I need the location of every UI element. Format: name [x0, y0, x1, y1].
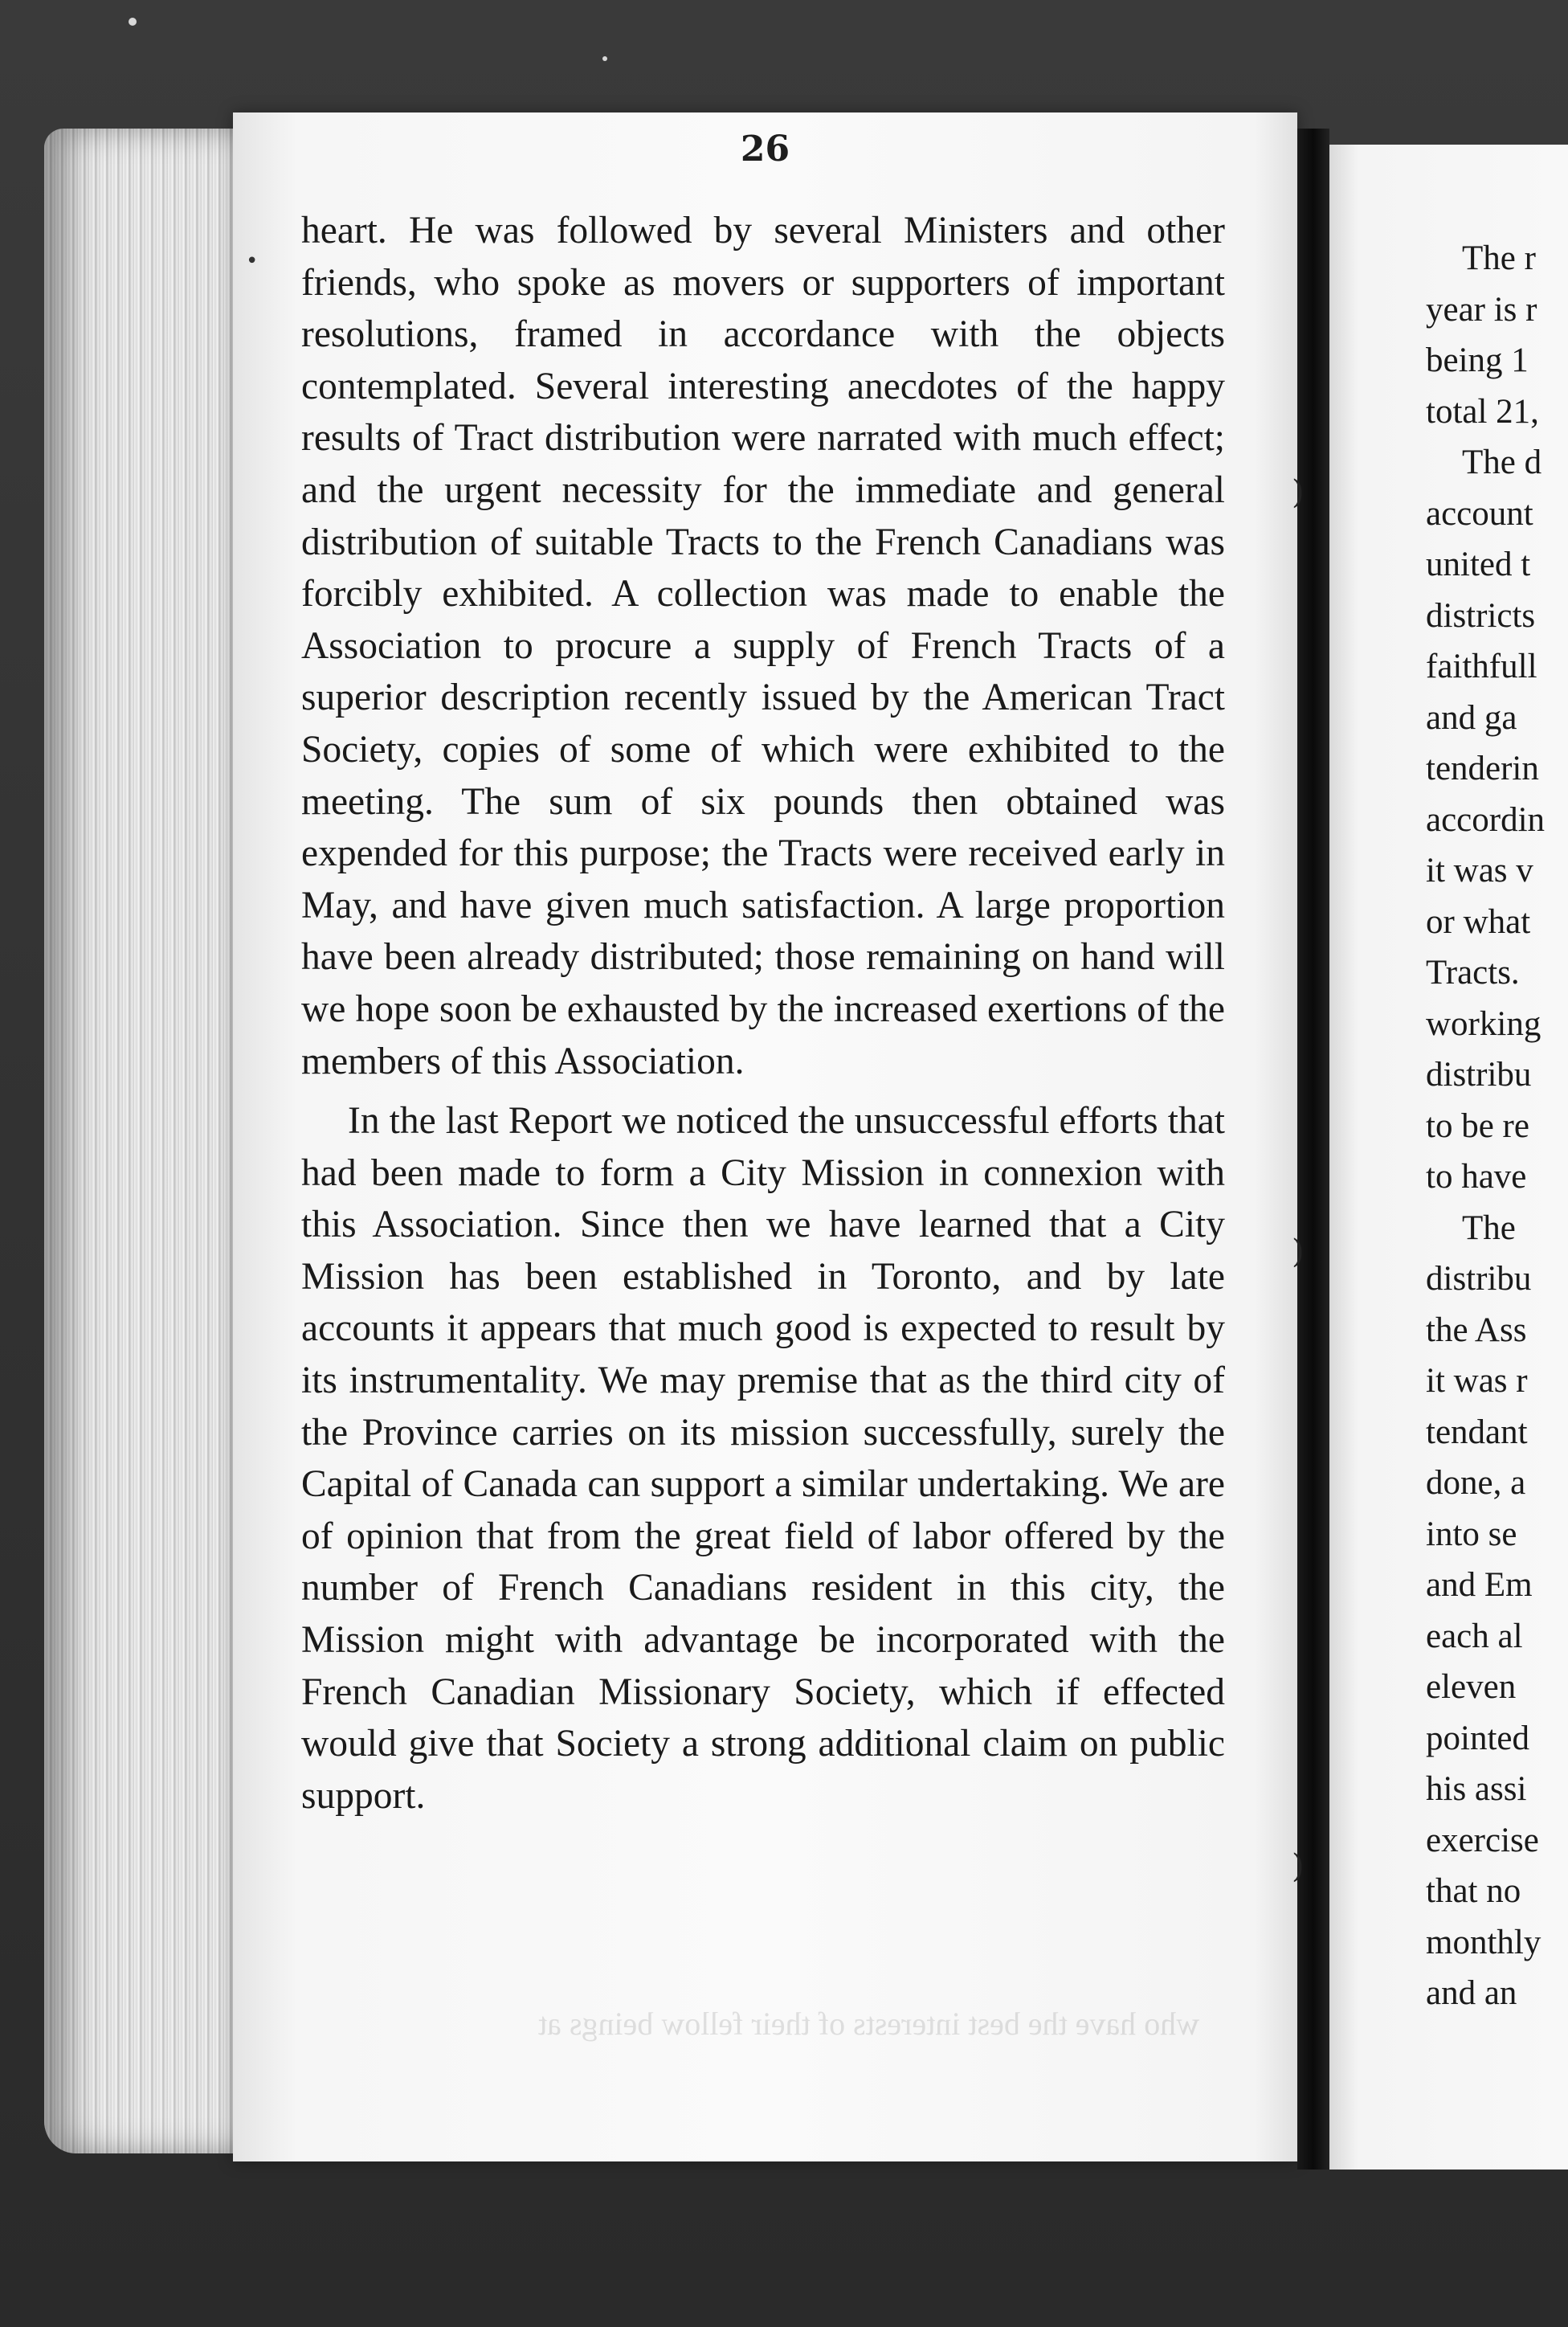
page-body: [301, 205, 1225, 1822]
show-through-text: who have the best interests of their fellow beings at: [538, 2006, 1200, 2042]
right-page-line: and an: [1426, 1974, 1517, 2012]
right-page-line: or what: [1426, 902, 1531, 941]
right-page-line: and ga: [1426, 698, 1517, 737]
paragraph-2: In the last Report we noticed the unsuccessful efforts that had been made to form a City Mission in connexion with this Association. Since then we have learned that a City Mission has been established in Toronto, and by late accounts it appears that much good is expected to result by its instrumentality. We may premise that as the third city of the Province carries on its mission successfully, surely the Capital of Canada can support a similar undertaking. We are of opinion that from the great field of labor offered by the number of French Canadians resident in this city, the Mission might with advantage be incorporated with the French Canadian Missionary Society, which if effected would give that Society a strong additional claim on public support.: [301, 1100, 1225, 1817]
dust-speck: [129, 18, 137, 26]
right-page-line: monthly: [1426, 1923, 1541, 1961]
right-page-line: it was v: [1426, 852, 1533, 889]
page-number: 26: [740, 129, 790, 170]
right-page-body: [1426, 233, 1568, 2019]
right-page-line: eleven: [1426, 1668, 1517, 1706]
right-page: [1329, 145, 1568, 2170]
right-page-line: done, a: [1426, 1464, 1526, 1502]
right-page-line: that no: [1426, 1872, 1521, 1910]
right-page-line: it was r: [1426, 1362, 1528, 1400]
right-page-line: working: [1426, 1004, 1541, 1043]
right-page-line: pointed: [1426, 1719, 1529, 1757]
right-page-line: exercise: [1426, 1821, 1539, 1859]
right-page-line: being 1: [1426, 341, 1529, 379]
right-page-line: the Ass: [1426, 1311, 1527, 1349]
right-page-line: to have: [1426, 1158, 1527, 1196]
left-page: [233, 112, 1297, 2161]
paragraph-1: heart. He was followed by several Ministers and other friends, who spoke as movers or supporters of important resolutions, framed in accordance with the objects contemplated. Several interesting anecdotes of the happy results of Tract distribution were narrated with much effect; and the urgent necessity for the immediate and general distribution of suitable Tracts to the French Canadians was forcibly exhibited. A collection was made to enable the Association to procure a supply of French Tracts of a superior description recently issued by the American Tract Society, copies of some of which were exhibited to the meeting. The sum of six pounds then obtained was expended for this purpose; the Tracts were received early in May, and have given much satisfaction. A large proportion have been already distributed; those remaining on hand will we hope soon be exhausted by the increased exertions of the members of this Association.: [301, 210, 1225, 1082]
right-page-line: account: [1426, 494, 1533, 533]
right-page-line: united t: [1426, 546, 1531, 583]
right-page-line: accordin: [1426, 800, 1546, 839]
right-page-line: faithfull: [1426, 648, 1537, 685]
right-page-line: year is r: [1426, 290, 1537, 329]
gutter-mark: ): [1292, 474, 1305, 511]
right-page-line: districts: [1426, 596, 1536, 635]
gutter-mark: ): [1292, 1848, 1305, 1885]
right-page-line: tenderin: [1426, 750, 1539, 787]
right-page-line: tendant: [1426, 1413, 1528, 1451]
right-page-line: The: [1462, 1208, 1516, 1247]
margin-mark: •: [246, 249, 259, 273]
right-page-line: total 21,: [1426, 392, 1539, 431]
right-page-line: The d: [1462, 444, 1542, 481]
right-page-line: to be re: [1426, 1106, 1529, 1145]
right-page-line: and Em: [1426, 1566, 1533, 1604]
right-page-line: each al: [1426, 1617, 1523, 1655]
book-page-edges: [44, 129, 253, 2153]
right-page-line: his assi: [1426, 1770, 1527, 1808]
right-page-line: into se: [1426, 1515, 1517, 1553]
right-page-line: distribu: [1426, 1056, 1532, 1094]
gutter-mark: ): [1292, 1233, 1305, 1270]
right-page-line: The r: [1462, 239, 1536, 277]
dust-speck: [602, 56, 607, 61]
right-page-line: distribu: [1426, 1260, 1532, 1298]
right-page-line: Tracts.: [1426, 954, 1520, 992]
